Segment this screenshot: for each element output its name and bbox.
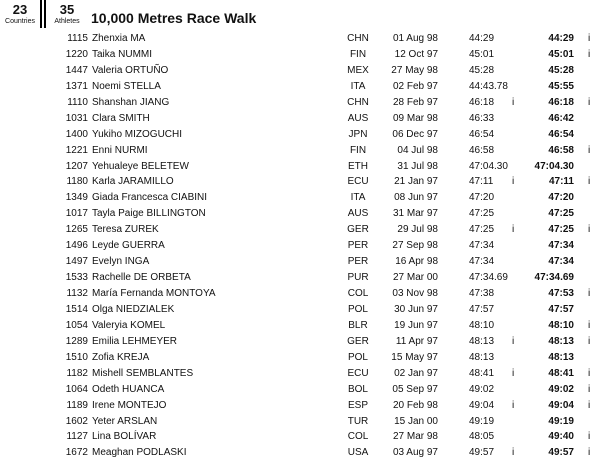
pb-indoor-flag: i (512, 399, 515, 411)
table-row (0, 318, 603, 334)
season-best: 49:40 (548, 431, 574, 443)
sb-indoor-flag: i (588, 176, 591, 188)
pb-indoor-flag: i (512, 447, 515, 459)
athlete-birthdate: 27 Sep 98 (392, 240, 438, 252)
sb-indoor-flag: i (588, 383, 591, 395)
athlete-birthdate: 02 Feb 97 (392, 80, 438, 92)
divider (44, 0, 46, 28)
athlete-name: Leyde GUERRA (92, 240, 165, 252)
athlete-name: Meaghan PODLASKI (92, 447, 187, 459)
athlete-country: MEX (347, 64, 369, 76)
sb-indoor-flag: i (588, 319, 591, 331)
athlete-name: Clara SMITH (92, 112, 150, 124)
athlete-birthdate: 12 Oct 97 (394, 48, 438, 60)
personal-best: 47:57 (469, 303, 495, 315)
season-best: 49:04 (548, 399, 574, 411)
athlete-name: Taika NUMMI (92, 48, 153, 60)
table-row (0, 47, 603, 63)
table-row (0, 63, 603, 79)
table-row (0, 111, 603, 127)
sb-indoor-flag: i (588, 431, 591, 443)
athletes-count: 35 (59, 2, 75, 17)
athlete-name: Yukiho MIZOGUCHI (92, 128, 183, 140)
athlete-name: Teresa ZUREK (92, 224, 159, 236)
personal-best: 48:13 (469, 351, 495, 363)
athlete-name: Evelyn INGA (92, 256, 150, 268)
personal-best: 47:34 (469, 240, 495, 252)
sb-indoor-flag: i (588, 33, 591, 44)
athlete-birthdate: 31 Mar 97 (392, 208, 438, 220)
table-row (0, 127, 603, 143)
table-row (0, 334, 603, 350)
personal-best: 49:04 (469, 399, 495, 411)
personal-best: 49:02 (469, 383, 495, 395)
season-best: 49:57 (548, 447, 574, 459)
athlete-name: Yeter ARSLAN (92, 415, 158, 427)
personal-best: 46:33 (469, 112, 495, 124)
athlete-country: GER (347, 335, 369, 347)
athlete-birthdate: 11 Apr 97 (395, 335, 438, 347)
season-best: 47:34.69 (534, 272, 574, 284)
table-row (0, 270, 603, 286)
athlete-country: CHN (347, 96, 369, 108)
table-row (0, 414, 603, 430)
athlete-bib: 1533 (65, 272, 88, 284)
season-best: 45:01 (548, 48, 574, 60)
athlete-name: Enni NURMI (92, 144, 148, 156)
athlete-name: Giada Francesca CIABINI (92, 192, 208, 204)
personal-best: 47:34.69 (469, 272, 508, 284)
athletes-label: Athletes (54, 18, 80, 25)
personal-best: 44:29 (469, 33, 495, 44)
table-row (0, 159, 603, 175)
season-best: 48:41 (548, 367, 574, 379)
athlete-bib: 1031 (65, 112, 88, 124)
personal-best: 46:58 (469, 144, 495, 156)
pb-indoor-flag: i (512, 367, 515, 379)
sb-indoor-flag: i (588, 224, 591, 236)
personal-best: 46:54 (469, 128, 495, 140)
season-best: 48:13 (548, 351, 574, 363)
athlete-bib: 1221 (65, 144, 88, 156)
athlete-birthdate: 04 Jul 98 (397, 144, 438, 156)
athlete-name: Irene MONTEJO (92, 399, 167, 411)
season-best: 46:18 (548, 96, 574, 108)
athlete-bib: 1497 (65, 256, 88, 268)
athlete-bib: 1447 (65, 64, 88, 76)
athlete-country: AUS (347, 208, 369, 220)
table-row (0, 445, 603, 461)
athlete-bib: 1180 (66, 176, 88, 188)
athlete-birthdate: 28 Feb 97 (392, 96, 438, 108)
athlete-birthdate: 01 Aug 98 (392, 33, 438, 44)
athlete-bib: 1182 (66, 367, 88, 379)
athlete-name: Karla JARAMILLO (92, 176, 174, 188)
athlete-birthdate: 06 Dec 97 (392, 128, 438, 140)
table-row (0, 398, 603, 414)
table-row (0, 190, 603, 206)
season-best: 46:42 (548, 112, 574, 124)
athlete-birthdate: 16 Apr 98 (395, 256, 438, 268)
personal-best: 49:19 (469, 415, 495, 427)
athlete-bib: 1602 (65, 415, 88, 427)
season-best: 47:11 (548, 176, 574, 188)
athlete-bib: 1115 (67, 33, 88, 44)
season-best: 44:29 (548, 33, 574, 44)
table-row (0, 366, 603, 382)
athlete-country: CHN (347, 33, 369, 44)
athlete-country: ITA (350, 192, 366, 204)
season-best: 45:28 (548, 64, 574, 76)
athlete-birthdate: 19 Jun 97 (394, 319, 438, 331)
stat-athletes (47, 3, 87, 26)
athlete-country: ECU (347, 176, 369, 188)
athlete-birthdate: 15 Jan 00 (394, 415, 438, 427)
athlete-birthdate: 27 May 98 (391, 64, 438, 76)
athlete-birthdate: 03 Nov 98 (392, 288, 438, 299)
athlete-birthdate: 27 Mar 98 (392, 431, 438, 443)
athlete-bib: 1054 (65, 319, 88, 331)
athlete-birthdate: 31 Jul 98 (397, 160, 438, 172)
athlete-bib: 1017 (65, 208, 88, 220)
personal-best: 44:43.78 (469, 80, 508, 92)
athlete-name: Yehualeye BELETEW (92, 160, 189, 172)
athlete-birthdate: 05 Sep 97 (392, 383, 438, 395)
athlete-name: Valeryia KOMEL (92, 319, 166, 331)
athlete-name: Zhenxia MA (92, 33, 146, 44)
personal-best: 49:57 (469, 447, 495, 459)
athlete-birthdate: 09 Mar 98 (392, 112, 438, 124)
table-row (0, 286, 603, 302)
athlete-name: Lina BOLÍVAR (92, 431, 157, 443)
sb-indoor-flag: i (588, 144, 591, 156)
athlete-name: Shanshan JIANG (92, 96, 170, 108)
season-best: 49:19 (548, 415, 574, 427)
countries-label: Countries (5, 18, 35, 25)
athlete-birthdate: 20 Feb 98 (392, 399, 438, 411)
table-row (0, 206, 603, 222)
personal-best: 47:11 (469, 176, 494, 188)
athlete-bib: 1110 (67, 96, 88, 108)
sb-indoor-flag: i (588, 48, 591, 60)
season-best: 48:13 (548, 335, 574, 347)
athlete-birthdate: 15 May 97 (391, 351, 438, 363)
athlete-name: Odeth HUANCA (92, 383, 165, 395)
athlete-bib: 1496 (65, 240, 88, 252)
athlete-country: COL (347, 431, 369, 443)
athlete-country: TUR (347, 415, 369, 427)
personal-best: 48:05 (469, 431, 495, 443)
athlete-country: BLR (348, 319, 368, 331)
table-row (0, 31, 603, 47)
personal-best: 47:25 (469, 224, 495, 236)
table-row (0, 174, 603, 190)
season-best: 47:53 (548, 288, 574, 299)
athlete-country: BOL (347, 383, 368, 395)
athlete-birthdate: 03 Aug 97 (392, 447, 438, 459)
athlete-country: PER (347, 240, 369, 252)
athlete-country: ITA (350, 80, 366, 92)
athlete-bib: 1220 (65, 48, 88, 60)
table-row (0, 382, 603, 398)
athlete-name: Tayla Paige BILLINGTON (92, 208, 206, 220)
table-row (0, 302, 603, 318)
pb-indoor-flag: i (512, 96, 515, 108)
season-best: 46:58 (548, 144, 574, 156)
sb-indoor-flag: i (588, 288, 591, 299)
athlete-bib: 1207 (65, 160, 88, 172)
athlete-birthdate: 27 Mar 00 (392, 272, 438, 284)
sb-indoor-flag: i (588, 399, 591, 411)
athlete-country: FIN (349, 144, 367, 156)
athlete-birthdate: 21 Jan 97 (394, 176, 438, 188)
athlete-country: ESP (347, 399, 368, 411)
athlete-bib: 1400 (65, 128, 88, 140)
sb-indoor-flag: i (588, 447, 591, 459)
personal-best: 48:10 (469, 319, 495, 331)
season-best: 47:34 (548, 240, 574, 252)
entry-list (0, 31, 603, 461)
athlete-country: FIN (349, 48, 367, 60)
athlete-birthdate: 02 Jan 97 (394, 367, 438, 379)
athlete-country: POL (347, 351, 368, 363)
athlete-bib: 1064 (65, 383, 88, 395)
season-best: 47:25 (548, 208, 574, 220)
page-title: 10,000 Metres Race Walk (91, 10, 257, 26)
season-best: 47:20 (548, 192, 574, 204)
athlete-bib: 1672 (65, 447, 88, 459)
athlete-birthdate: 29 Jul 98 (397, 224, 438, 236)
table-row (0, 429, 603, 445)
personal-best: 48:13 (469, 335, 495, 347)
athlete-bib: 1349 (65, 192, 88, 204)
personal-best: 47:34 (469, 256, 495, 268)
personal-best: 47:25 (469, 208, 495, 220)
personal-best: 46:18 (469, 96, 495, 108)
sb-indoor-flag: i (588, 367, 591, 379)
athlete-bib: 1371 (65, 80, 88, 92)
season-best: 48:10 (548, 319, 574, 331)
stat-countries (0, 3, 40, 26)
athlete-country: USA (347, 447, 369, 459)
athlete-country: GER (347, 224, 369, 236)
athlete-name: Noemi STELLA (92, 80, 161, 92)
athlete-name: María Fernanda MONTOYA (92, 288, 216, 299)
athlete-country: PUR (347, 272, 369, 284)
season-best: 45:55 (548, 80, 574, 92)
table-row (0, 238, 603, 254)
personal-best: 45:28 (469, 64, 495, 76)
table-row (0, 79, 603, 95)
table-row (0, 95, 603, 111)
personal-best: 47:20 (469, 192, 495, 204)
athlete-bib: 1189 (66, 399, 88, 411)
season-best: 47:34 (548, 256, 574, 268)
table-row (0, 254, 603, 270)
personal-best: 48:41 (469, 367, 495, 379)
season-best: 49:02 (548, 383, 574, 395)
athlete-bib: 1510 (65, 351, 88, 363)
athlete-name: Zofia KREJA (92, 351, 150, 363)
athlete-name: Valeria ORTUÑO (92, 64, 169, 76)
athlete-bib: 1132 (66, 288, 88, 299)
athlete-country: COL (347, 288, 369, 299)
season-best: 46:54 (548, 128, 574, 140)
season-best: 47:25 (548, 224, 574, 236)
athlete-country: ECU (347, 367, 369, 379)
personal-best: 47:04.30 (469, 160, 508, 172)
athlete-bib: 1127 (66, 431, 88, 443)
personal-best: 47:38 (469, 288, 495, 299)
athlete-name: Emilia LEHMEYER (92, 335, 178, 347)
pb-indoor-flag: i (512, 335, 515, 347)
athlete-name: Olga NIEDZIALEK (92, 303, 175, 315)
athlete-bib: 1289 (65, 335, 88, 347)
athlete-bib: 1265 (65, 224, 88, 236)
athlete-birthdate: 08 Jun 97 (394, 192, 438, 204)
pb-indoor-flag: i (512, 176, 515, 188)
table-row (0, 350, 603, 366)
pb-indoor-flag: i (512, 224, 515, 236)
athlete-name: Rachelle DE ORBETA (92, 272, 191, 284)
season-best: 47:57 (548, 303, 574, 315)
personal-best: 45:01 (469, 48, 495, 60)
athlete-country: ETH (348, 160, 368, 172)
athlete-country: JPN (348, 128, 368, 140)
athlete-name: Mishell SEMBLANTES (92, 367, 194, 379)
athlete-country: AUS (347, 112, 369, 124)
sb-indoor-flag: i (588, 335, 591, 347)
athlete-birthdate: 30 Jun 97 (394, 303, 438, 315)
athlete-country: POL (347, 303, 368, 315)
season-best: 47:04.30 (534, 160, 574, 172)
table-row (0, 143, 603, 159)
athlete-country: PER (347, 256, 369, 268)
sb-indoor-flag: i (588, 96, 591, 108)
table-row (0, 222, 603, 238)
athlete-bib: 1514 (65, 303, 88, 315)
countries-count: 23 (12, 2, 28, 17)
divider (40, 0, 42, 28)
